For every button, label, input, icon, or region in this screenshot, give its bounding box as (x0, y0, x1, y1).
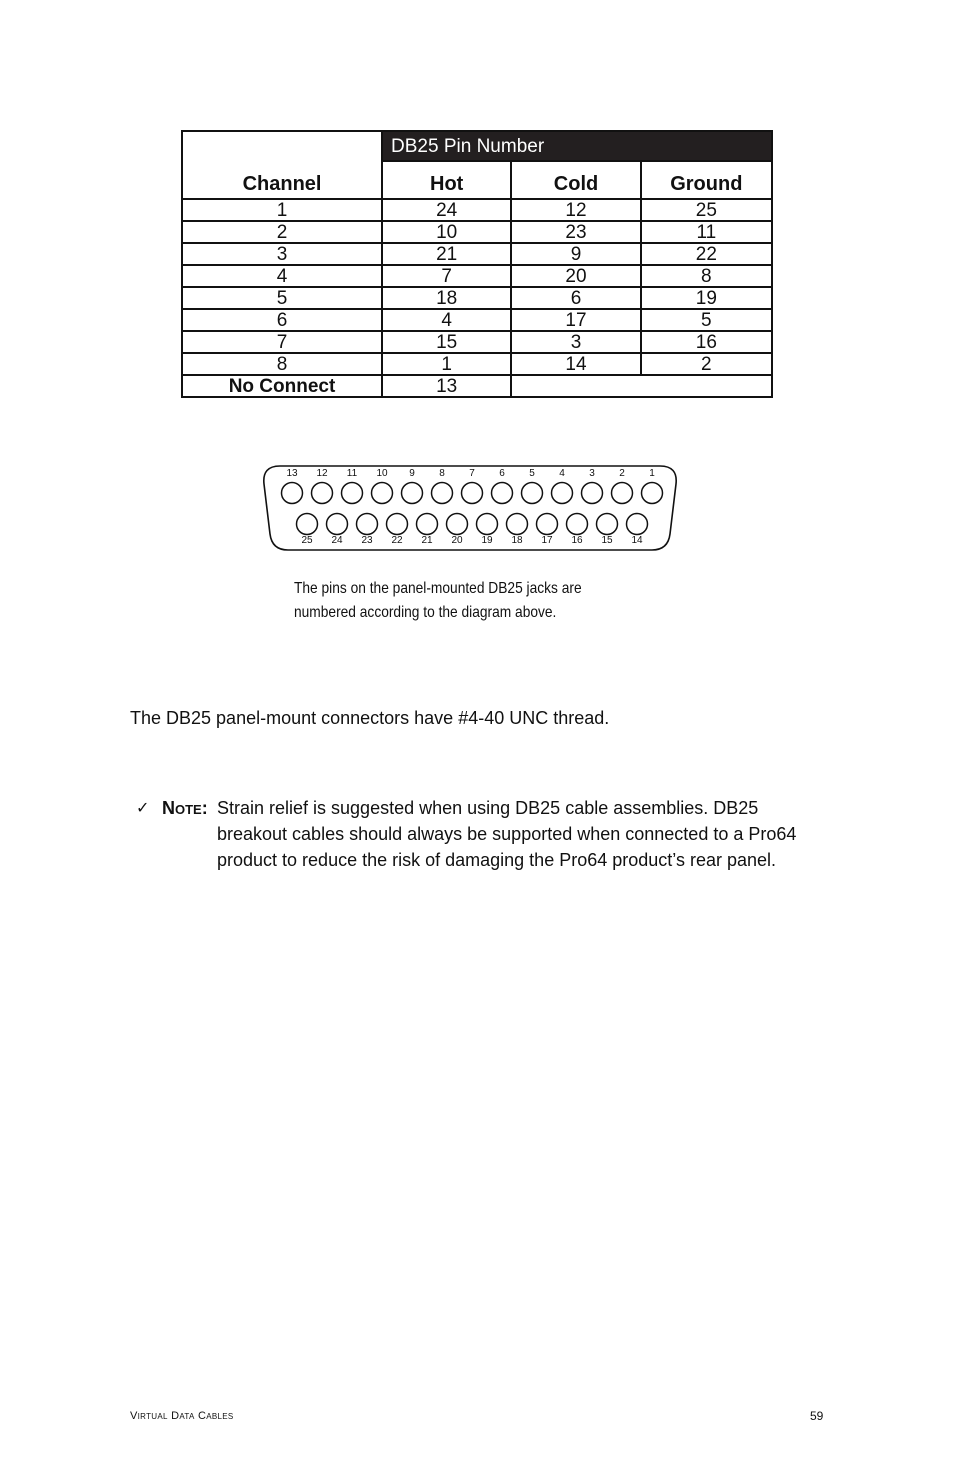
footer-section-title: Virtual Data Cables (130, 1410, 234, 1422)
hot-cell: 7 (382, 265, 511, 287)
top-pin-12 (312, 483, 333, 504)
bottom-pin-label-19: 19 (481, 535, 493, 546)
bottom-pin-25 (297, 514, 318, 535)
top-pin-3 (582, 483, 603, 504)
cold-cell: 23 (511, 221, 640, 243)
channel-cell: 7 (182, 331, 382, 353)
caption-line: numbered according to the diagram above. (294, 604, 557, 621)
table-group-header-row (182, 131, 772, 161)
table-row (182, 199, 772, 221)
cold-cell: 20 (511, 265, 640, 287)
table-row (182, 331, 772, 353)
top-pin-label-5: 5 (529, 468, 535, 479)
bottom-pin-label-16: 16 (571, 535, 583, 546)
cold-cell: 17 (511, 309, 640, 331)
bottom-pin-label-22: 22 (391, 535, 403, 546)
bottom-pin-label-25: 25 (301, 535, 313, 546)
top-pin-label-2: 2 (619, 468, 625, 479)
thread-note: The DB25 panel-mount connectors have #4-40 UNC thread. (130, 708, 610, 728)
db25-connector-diagram (258, 458, 682, 556)
top-pin-2 (612, 483, 633, 504)
note-text: Strain relief is suggested when using DB25 cable assemblies. DB25 breakout cables should always be supported when connected to a Pro64 product to reduce the risk of damaging the Pro64 product’s rear panel. (217, 798, 797, 870)
ground-header: Ground (641, 161, 772, 199)
top-pin-5 (522, 483, 543, 504)
ground-cell: 22 (641, 243, 772, 265)
bottom-pin-20 (447, 514, 468, 535)
ground-cell: 19 (641, 287, 772, 309)
channel-cell: 1 (182, 199, 382, 221)
cold-cell: 6 (511, 287, 640, 309)
channel-cell: 3 (182, 243, 382, 265)
top-pin-label-8: 8 (439, 468, 445, 479)
bottom-pin-24 (327, 514, 348, 535)
bottom-pin-label-17: 17 (541, 535, 553, 546)
bottom-pin-23 (357, 514, 378, 535)
top-pin-label-12: 12 (316, 468, 328, 479)
channel-cell: 8 (182, 353, 382, 375)
bottom-pin-label-23: 23 (361, 535, 373, 546)
bottom-pin-19 (477, 514, 498, 535)
cold-header: Cold (511, 161, 640, 199)
table-row (182, 221, 772, 243)
bottom-pin-label-20: 20 (451, 535, 463, 546)
bottom-pin-label-21: 21 (421, 535, 433, 546)
ground-cell: 5 (641, 309, 772, 331)
diagram-caption (294, 577, 582, 625)
bottom-pin-22 (387, 514, 408, 535)
ground-cell: 2 (641, 353, 772, 375)
bottom-pin-17 (537, 514, 558, 535)
top-pin-8 (432, 483, 453, 504)
caption-line: The pins on the panel-mounted DB25 jacks are (294, 580, 582, 597)
top-pin-11 (342, 483, 363, 504)
top-pin-13 (282, 483, 303, 504)
channel-cell: 5 (182, 287, 382, 309)
hot-cell: 24 (382, 199, 511, 221)
table-row (182, 265, 772, 287)
bottom-pin-label-18: 18 (511, 535, 523, 546)
top-pin-7 (462, 483, 483, 504)
table-row (182, 287, 772, 309)
bottom-pin-16 (567, 514, 588, 535)
note-block (136, 795, 826, 873)
bottom-pin-15 (597, 514, 618, 535)
ground-cell: 16 (641, 331, 772, 353)
hot-cell: 21 (382, 243, 511, 265)
no-connect-pin: 13 (382, 375, 511, 397)
ground-cell: 25 (641, 199, 772, 221)
top-pin-label-6: 6 (499, 468, 505, 479)
channel-cell: 2 (182, 221, 382, 243)
top-pin-4 (552, 483, 573, 504)
hot-cell: 18 (382, 287, 511, 309)
no-connect-label: No Connect (182, 375, 382, 397)
hot-cell: 10 (382, 221, 511, 243)
top-pin-label-11: 11 (346, 468, 358, 479)
top-pin-9 (402, 483, 423, 504)
top-pin-label-10: 10 (376, 468, 388, 479)
channel-cell: 6 (182, 309, 382, 331)
cold-cell: 3 (511, 331, 640, 353)
db25-pin-number-header: DB25 Pin Number (382, 131, 772, 161)
channel-header: Channel (182, 131, 382, 199)
ground-cell: 11 (641, 221, 772, 243)
checkmark-icon: ✓ (136, 798, 150, 817)
bottom-pin-21 (417, 514, 438, 535)
top-pin-row (282, 468, 663, 504)
hot-cell: 4 (382, 309, 511, 331)
top-pin-label-7: 7 (469, 468, 475, 479)
note-label: Note: (162, 798, 208, 818)
bottom-pin-label-24: 24 (331, 535, 343, 546)
top-pin-label-4: 4 (559, 468, 565, 479)
cold-cell: 14 (511, 353, 640, 375)
ground-cell: 8 (641, 265, 772, 287)
bottom-pin-row (297, 514, 648, 547)
hot-cell: 1 (382, 353, 511, 375)
cold-cell: 9 (511, 243, 640, 265)
empty-cell (511, 375, 772, 397)
channel-cell: 4 (182, 265, 382, 287)
top-pin-label-1: 1 (649, 468, 655, 479)
bottom-pin-18 (507, 514, 528, 535)
top-pin-1 (642, 483, 663, 504)
table-row (182, 353, 772, 375)
top-pin-label-9: 9 (409, 468, 415, 479)
page-number: 59 (810, 1409, 824, 1423)
top-pin-10 (372, 483, 393, 504)
top-pin-label-3: 3 (589, 468, 595, 479)
no-connect-row (182, 375, 772, 397)
top-pin-label-13: 13 (286, 468, 298, 479)
bottom-pin-14 (627, 514, 648, 535)
hot-cell: 15 (382, 331, 511, 353)
db25-pin-table (181, 130, 773, 398)
bottom-pin-label-14: 14 (631, 535, 643, 546)
hot-header: Hot (382, 161, 511, 199)
table-row (182, 243, 772, 265)
top-pin-6 (492, 483, 513, 504)
bottom-pin-label-15: 15 (601, 535, 613, 546)
table-row (182, 309, 772, 331)
cold-cell: 12 (511, 199, 640, 221)
